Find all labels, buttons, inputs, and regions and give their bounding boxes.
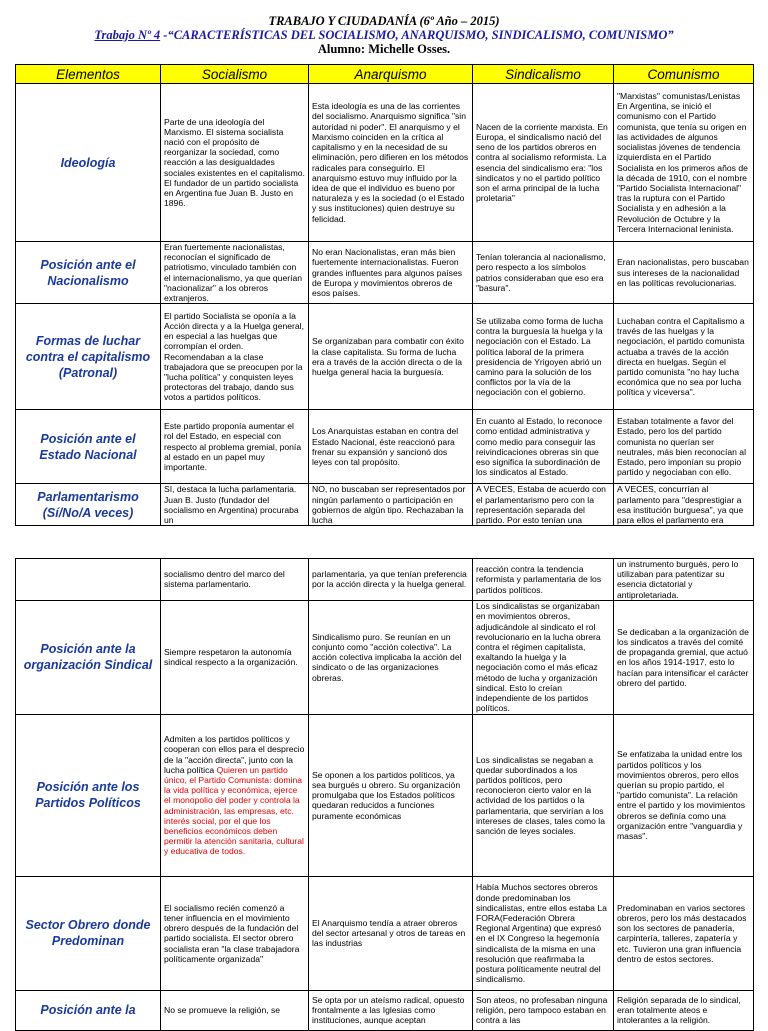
row-label: Parlamentarismo (Sí/No/A veces): [16, 484, 161, 526]
cell-comunismo: A VECES, concurrían al parlamento para "desprestigiar a esa institución burguesa", ya que para ellos el parlamento era: [614, 484, 754, 526]
cell-comunismo: Predominaban en varios sectores obreros, pero los más destacados son los sectores de panadería, carpintería, talleres, zapatería y etc. Tuvieron una gran influencia dentro de estos sectores.: [614, 876, 754, 990]
table-row-sector-obrero: [16, 876, 754, 990]
cell-sindicalismo: A VECES, Estaba de acuerdo con el parlamentarismo pero con la representación separada del partido. Por esto tenían una: [473, 484, 614, 526]
cell-comunismo: un instrumento burgués, pero lo utilizaban para patentizar su esencia dictatorial y antiproletariada.: [614, 559, 754, 601]
cell-anarquismo: Sindicalismo puro. Se reunían en un conjunto como "acción colectiva". La acción colectiva implicaba la acción del sindicato o de las organizaciones obreras.: [309, 600, 473, 714]
column-header-anarquismo: Anarquismo: [309, 65, 473, 84]
row-label: Posición ante el Estado Nacional: [16, 410, 161, 484]
row-label: Formas de luchar contra el capitalismo (Patronal): [16, 304, 161, 410]
table-row-religion: [16, 990, 754, 1030]
row-label: Sector Obrero donde Predominan: [16, 876, 161, 990]
cell-comunismo: Luchaban contra el Capitalismo a través de las huelgas y la negociación, el partido comunista actuaba a través de la acción directa en huelgas. Según el partido comunista "no hay lucha económica que no sea por lucha política y viceversa".: [614, 304, 754, 410]
cell-comunismo: Se enfatizaba la unidad entre los partidos políticos y los movimientos obreros, pero ellos querían su propio partido, el "partido comunista". La relación entre el partido y los movimientos obreros se definía como una organización entre "vanguardia y masas".: [614, 714, 754, 876]
table-row-estado-nacional: [16, 410, 754, 484]
row-label: Posición ante la organización Sindical: [16, 600, 161, 714]
cell-anarquismo: Se oponen a los partidos políticos, ya sea burgués u obrero. Su organización promulgaba que los Estados políticos quedaran reducidos a funciones puramente económicas: [309, 714, 473, 876]
cell-comunismo: Religión separada de lo sindical, eran totalmente ateos e intolerantes a la religión.: [614, 990, 754, 1030]
column-header-elementos: Elementos: [16, 65, 161, 84]
cell-sindicalismo: Había Muchos sectores obreros donde predominaban los sindicalistas, entre ellos estaba La FORA(Federación Obrera Regional Argentina) que expresó en el IX Congreso la hegemonía sindicalista de la misma en una resolución que reafirmaba la postura políticamente neutral del sindicalismo.: [473, 876, 614, 990]
cell-socialismo: El socialismo recién comenzó a tener influencia en el movimiento obrero después de la fundación del partido socialista. El sector obrero socialista eran "la clase trabajadora políticamente organizada": [161, 876, 309, 990]
cell-socialismo: No se promueve la religión, se: [161, 990, 309, 1030]
table-row-formas-lucha: [16, 304, 754, 410]
comparison-table-part1: [15, 64, 754, 526]
cell-socialismo: [161, 714, 309, 876]
table-header-row: [16, 65, 754, 84]
socialismo-highlight-text: Quieren un partido único, el Partido Comunista: domina la vida política y económica, ejerce el monopolio del poder y controla la administración, las empresas, etc. interés social, por el que los beneficios económicos deben permitir la atención sanitaria, cultural y educativa de todos.: [164, 764, 304, 857]
cell-anarquismo: Esta ideología es una de las corrientes del socialismo. Anarquismo significa "sin autoridad ni poder". El anarquismo y el Marxismo coinciden en la crítica al capitalismo y en la necesidad de su eliminación, pero difieren en los métodos radicales para conseguirlo. El anarquismo estuvo muy influido por la idea de que el individuo es bueno por naturaleza y es la sociedad (o el Estado y sus instituciones) quien destruye su felicidad.: [309, 84, 473, 242]
assignment-subject: -“CARACTERÍSTICAS DEL SOCIALISMO, ANARQUISMO, SINDICALISMO, COMUNISMO”: [160, 28, 674, 42]
cell-socialismo: Siempre respetaron la autonomía sindical respecto a la organización.: [161, 600, 309, 714]
row-label: Ideología: [16, 84, 161, 242]
cell-comunismo: Se dedicaban a la organización de los sindicatos a través del comité de propaganda gremial, que actuó en los años 1914-1917, esto lo hacían para intensificar el carácter obrero del partido.: [614, 600, 754, 714]
column-header-sindicalismo: Sindicalismo: [473, 65, 614, 84]
table-row-partidos-politicos: [16, 714, 754, 876]
cell-anarquismo: El Anarquismo tendía a atraer obreros del sector artesanal y otros de tareas en las industrias: [309, 876, 473, 990]
row-label: [16, 559, 161, 601]
cell-sindicalismo: Son ateos, no profesaban ninguna religión, pero tampoco estaban en contra a las: [473, 990, 614, 1030]
table-row-parlamentarismo-cont: [16, 559, 754, 601]
column-header-comunismo: Comunismo: [614, 65, 754, 84]
cell-comunismo: "Marxistas" comunistas/Lenistas En Argentina, se inició el comunismo con el Partido comunista, que tenía su origen en las actividades de algunos socialistas jóvenes de tendencia izquierdista en el Partido Socialista en los primeros años de la década de 1910, con el nombre "Partido Socialista Internacional" tras la ruptura con el Partido Socialista y en adhesión a la Revolución de Octubre y la Tercera Internacional leninista.: [614, 84, 754, 242]
cell-socialismo: Este partido proponía aumentar el rol del Estado, en especial con respecto al problema gremial, ponía al estado en un papel muy importante.: [161, 410, 309, 484]
cell-sindicalismo: En cuanto al Estado, lo reconoce como entidad administrativa y como medio para conseguir las reivindicaciones obreras sin que eso significa la subordinación de los sindicatos al Estado.: [473, 410, 614, 484]
cell-anarquismo: Los Anarquistas estaban en contra del Estado Nacional, éste reaccionó para frenar su expansión y sancionó dos leyes con tal propósito.: [309, 410, 473, 484]
cell-anarquismo: No eran Nacionalistas, eran más bien fuertemente internacionalistas. Fueron grandes influentes para algunos países de Europa y movimientos obreros de esos países.: [309, 242, 473, 304]
assignment-title: [0, 28, 768, 43]
cell-comunismo: Eran nacionalistas, pero buscaban sus intereses de la nacionalidad en las políticas revolucionarias.: [614, 242, 754, 304]
cell-anarquismo: parlamentaria, ya que tenían preferencia por la acción directa y la huelga general.: [309, 559, 473, 601]
cell-socialismo: El partido Socialista se oponía a la Acción directa y a la Huelga general, en especial a las huelgas que corrompían el orden. Recomendaban a la clase trabajadora que se preocupen por la "lucha política" y conquisten leyes protectoras del trabajo, dando sus votos a partidos políticos.: [161, 304, 309, 410]
cell-socialismo: Parte de una ideología del Marxismo. El sistema socialista nació con el propósito de reorganizar la sociedad, como reacción a las desigualdades sociales existentes en el capitalismo. El fundador de un partido socialista en Argentina fue Juan B. Justo en 1896.: [161, 84, 309, 242]
comparison-table-part2: [15, 558, 754, 1031]
cell-anarquismo: Se opta por un ateísmo radical, opuesto frontalmente a las Iglesias como instituciones, aunque aceptan: [309, 990, 473, 1030]
cell-anarquismo: NO, no buscaban ser representados por ningún parlamento o participación en gobiernos de algún tipo. Rechazaban la lucha: [309, 484, 473, 526]
table-row-ideologia: [16, 84, 754, 242]
cell-sindicalismo: reacción contra la tendencia reformista y parlamentaria de los partidos políticos.: [473, 559, 614, 601]
student-name: Alumno: Michelle Osses.: [317, 42, 451, 56]
socialismo-text: Admiten a los partidos políticos y cooperan con ellos para el desprecio de la "acción directa", junto con la lucha política: [164, 734, 305, 775]
cell-sindicalismo: Se utilizaba como forma de lucha contra la burguesía la huelga y la negociación con el Estado. La política laboral de la primera presidencia de Yrigoyen abrió un camino para la solución de los conflictos por la vía de la negociación con el gobierno.: [473, 304, 614, 410]
cell-sindicalismo: Los sindicalistas se negaban a quedar subordinados a los partidos políticos, pero reconocieron cierto valor en la actividad de los partidos o la parlamentaria, que servirían a los intereses de clases, tales como la sanción de leyes sociales.: [473, 714, 614, 876]
row-label: Posición ante los Partidos Políticos: [16, 714, 161, 876]
row-label: Posición ante la: [16, 990, 161, 1030]
assignment-number: Trabajo Nº 4: [94, 28, 161, 42]
cell-socialismo: Eran fuertemente nacionalistas, reconocían el significado de patriotismo, vinculado también con el internacionalismo, ya que querían "nacionalizar" a los obreros extranjeros.: [161, 242, 309, 304]
cell-sindicalismo: Los sindicalistas se organizaban en movimientos obreros, adjudicándole al sindicato el rol revolucionario en la lucha obrera contra el régimen capitalista, exaltando la huelga y la negociación como el más eficaz método de lucha y organización sindical. Esto lo creían independiente de los partidos políticos.: [473, 600, 614, 714]
cell-sindicalismo: Nacen de la corriente marxista. En Europa, el sindicalismo nació del seno de los partidos obreros en contra al socialismo reformista. La esencia del sindicalismo era: "los sindicatos y no el partido político son el arma principal de la lucha proletaria": [473, 84, 614, 242]
cell-socialismo: socialismo dentro del marco del sistema parlamentario.: [161, 559, 309, 601]
row-label: Posición ante el Nacionalismo: [16, 242, 161, 304]
table-row-nacionalismo: [16, 242, 754, 304]
table-row-parlamentarismo: [16, 484, 754, 526]
table-row-organizacion-sindical: [16, 600, 754, 714]
cell-socialismo: SI, destaca la lucha parlamentaria. Juan B. Justo (fundador del socialismo en Argentina) procuraba un: [161, 484, 309, 526]
cell-anarquismo: Se organizaban para combatir con éxito la clase capitalista. Su forma de lucha era a través de la acción directa o de la huelga general hacia la burguesía.: [309, 304, 473, 410]
cell-sindicalismo: Tenían tolerancia al nacionalismo, pero respecto a los símbolos patrios consideraban que eso era "basura".: [473, 242, 614, 304]
document-title: TRABAJO Y CIUDADANÍA (6º Año – 2015): [268, 14, 500, 28]
cell-comunismo: Estaban totalmente a favor del Estado, pero los del partido comunista no querían ser neutrales, más bien reconocían al Estado, pero imponían su propio partido y negociaban con ello.: [614, 410, 754, 484]
column-header-socialismo: Socialismo: [161, 65, 309, 84]
